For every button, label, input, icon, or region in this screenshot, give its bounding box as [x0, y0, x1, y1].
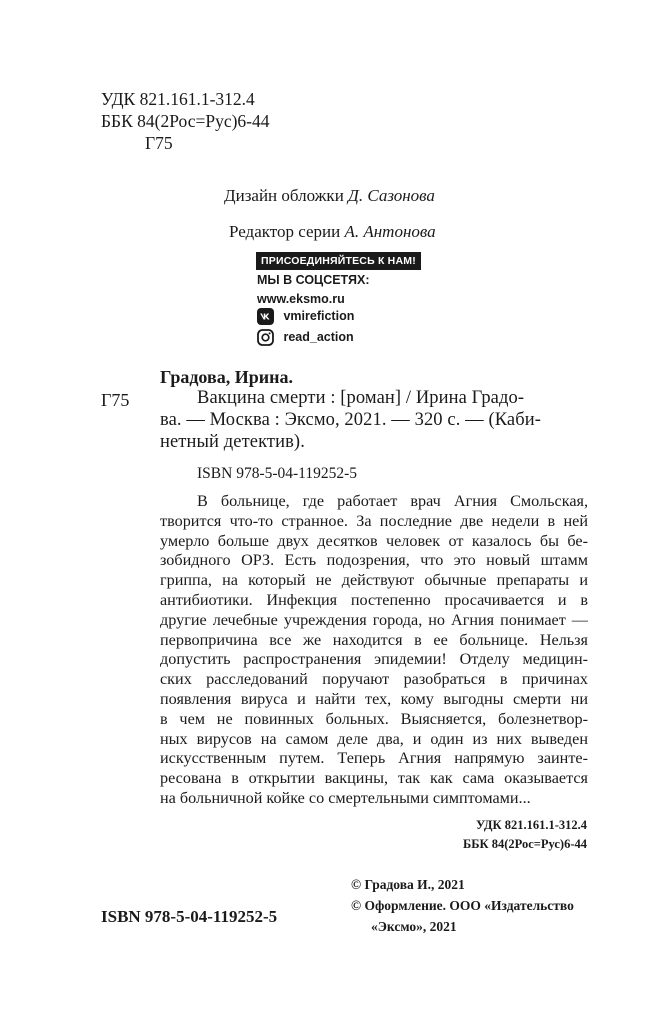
series-editor-label: Редактор серии	[229, 222, 341, 241]
bbk-code-bottom: ББК 84(2Рос=Рус)6-44	[463, 837, 587, 851]
author-mark-left: Г75	[101, 390, 130, 410]
annotation-line: гриппа, на который не действуют обычные препараты и	[160, 571, 588, 590]
copyright-author: © Градова И., 2021	[351, 877, 465, 892]
annotation-line: творится что-то странное. За последние две недели в ней	[160, 511, 588, 530]
vk-handle: vmirefiction	[283, 309, 355, 323]
instagram-handle: read_action	[283, 330, 354, 344]
instagram-row[interactable]	[257, 329, 354, 346]
catalog-desc-line-1: Вакцина смерти : [роман] / Ирина Градо-	[197, 388, 525, 408]
vk-icon	[257, 308, 274, 325]
annotation-line: в чем не повинных больных. Выясняется, болезнетвор-	[160, 709, 588, 728]
catalog-desc-line-3: нетный детектив).	[160, 432, 305, 452]
annotation-line: искусственным путем. Теперь Агния напрямую заинте-	[160, 749, 588, 768]
series-editor-credit	[229, 222, 436, 242]
cover-design-label: Дизайн обложки	[224, 186, 344, 205]
annotation	[160, 492, 588, 809]
annotation-line: на больничной койке со смертельными симптомами...	[160, 788, 531, 807]
isbn-main: ISBN 978-5-04-119252-5	[101, 907, 278, 926]
annotation-line: умерло больше двух десятков человек от казалось бы бе-	[160, 531, 588, 550]
catalog-desc-line-2: ва. — Москва : Эксмо, 2021. — 320 с. — (Каби-	[160, 410, 542, 430]
annotation-line: появления вируса и найти тех, кому выгодны смерти ни	[160, 689, 588, 708]
annotation-line: допустить распространения эпидемии! Отделу медицин-	[160, 650, 588, 669]
social-heading: МЫ В СОЦСЕТЯХ:	[257, 273, 370, 287]
author-mark-top: Г75	[145, 133, 173, 153]
cover-design-credit	[224, 186, 435, 206]
annotation-line: другие лечебные учреждения города, но Агния понимает —	[160, 610, 588, 629]
copyright-design: © Оформление. ООО «Издательство	[351, 898, 574, 913]
annotation-line: ресована в открытии вакцины, так как сама оказывается	[160, 769, 588, 788]
annotation-line: первопричина все же находится в ее больнице. Нельзя	[160, 630, 588, 649]
vk-row[interactable]	[257, 308, 354, 325]
bbk-code: ББК 84(2Рос=Рус)6-44	[101, 111, 270, 131]
series-editor-name: А. Антонова	[344, 222, 436, 241]
cover-designer-name: Д. Сазонова	[348, 186, 435, 205]
website-link[interactable]: www.eksmo.ru	[257, 292, 345, 306]
annotation-line: В больнице, где работает врач Агния Смольская,	[197, 492, 588, 510]
udk-code: УДК 821.161.1-312.4	[101, 89, 255, 109]
udk-code-bottom: УДК 821.161.1-312.4	[476, 818, 587, 832]
copyright-publisher: «Эксмо», 2021	[371, 919, 457, 934]
annotation-line: ских расследований поручают разобраться в причинах	[160, 670, 588, 689]
annotation-line: антибиотики. Инфекция постепенно просачивается и в	[160, 590, 588, 609]
catalog-author: Градова, Ирина.	[160, 367, 293, 387]
catalog-isbn: ISBN 978-5-04-119252-5	[197, 465, 358, 482]
join-us-badge: ПРИСОЕДИНЯЙТЕСЬ К НАМ!	[256, 252, 421, 270]
instagram-icon	[257, 329, 274, 346]
annotation-line: ных вирусов на самом деле два, и один из них выведен	[160, 729, 588, 748]
annotation-line: зобидного ОРЗ. Есть подозрения, что это новый штамм	[160, 551, 588, 570]
